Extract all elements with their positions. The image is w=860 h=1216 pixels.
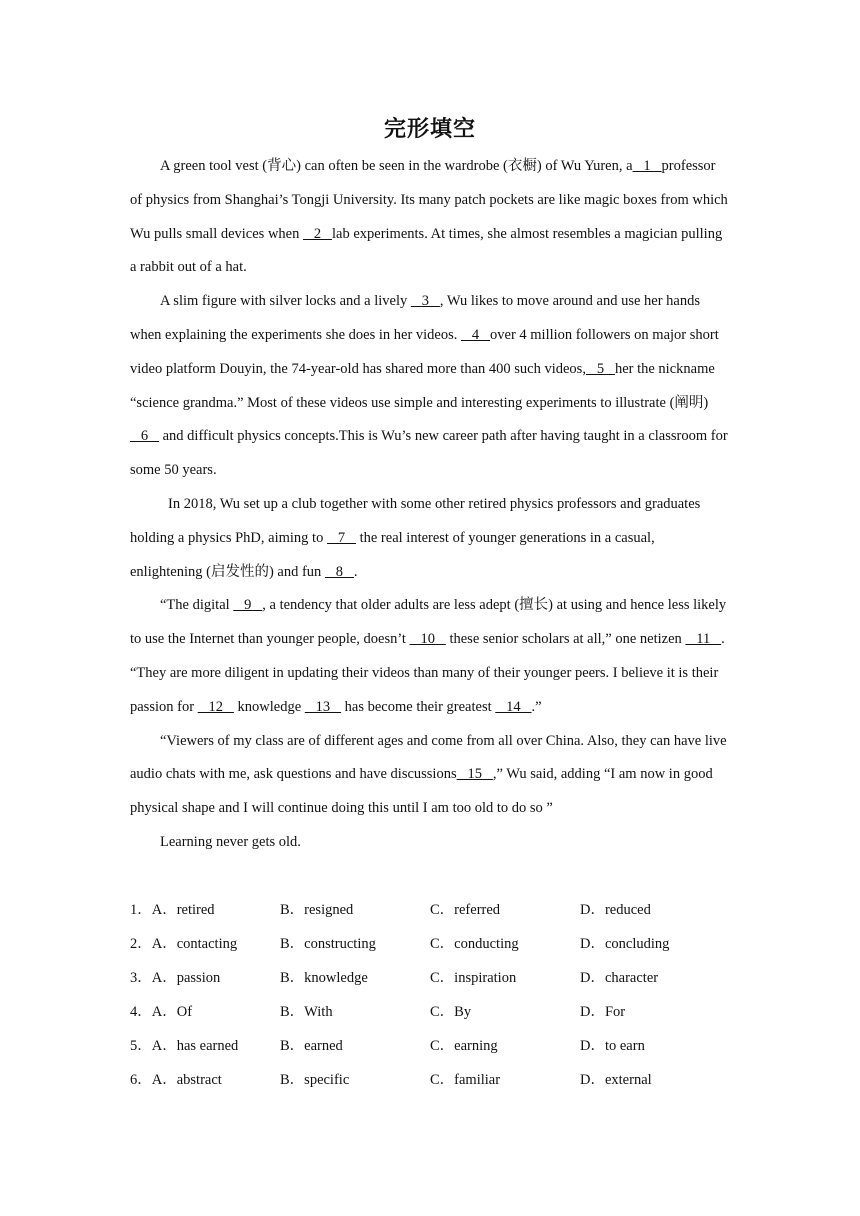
option-c: C．referred — [430, 902, 501, 918]
passage-text: ,” Wu said, adding “I am now in good physical shape and I will continue doing this until I am too old to do so ” — [130, 766, 713, 817]
question-options — [130, 893, 730, 1097]
passage-text: In 2018, Wu set up a club together with some other retired physics professors and graduates holding a physics PhD, aiming to — [130, 495, 701, 546]
option-a — [130, 1063, 222, 1097]
question-row — [130, 927, 730, 961]
question-row — [130, 961, 730, 995]
blank: 15 — [456, 766, 493, 783]
option-b: B．specific — [280, 1072, 350, 1088]
blank: 10 — [409, 631, 446, 648]
option-a — [130, 995, 192, 1029]
option-c: C．earning — [430, 1038, 498, 1054]
passage-paragraph — [130, 488, 730, 589]
option-d: D．For — [580, 1004, 626, 1020]
blank: 1 — [632, 158, 662, 174]
blank: 7 — [326, 529, 356, 546]
option-d: D．to earn — [580, 1038, 645, 1054]
passage-text: A slim figure with silver locks and a lively — [160, 293, 411, 310]
option-d: D．reduced — [580, 902, 651, 918]
blank: 11 — [685, 631, 722, 648]
passage-text: these senior scholars at all,” one netizen — [445, 631, 686, 648]
option-b: B．constructing — [280, 936, 376, 952]
page-title: 完形填空 — [383, 117, 476, 142]
blank: 12 — [197, 698, 234, 715]
option-a-text: A．abstract — [151, 1072, 222, 1088]
option-b: B．knowledge — [280, 970, 368, 986]
blank: 5 — [585, 360, 615, 377]
question-row — [130, 893, 730, 927]
passage-text: Learning never gets old. — [160, 833, 301, 850]
question-row — [130, 995, 730, 1029]
option-b: B．With — [280, 1004, 333, 1020]
blank: 6 — [130, 428, 159, 445]
option-a-text: A．contacting — [151, 936, 238, 952]
question-number: 4． — [130, 1004, 152, 1020]
blank: 9 — [233, 597, 263, 614]
passage-text: “Viewers of my class are of different ages and come from all over China. Also, they can have live audio chats with me, ask questions and have discussions — [130, 732, 727, 783]
option-b: B．earned — [280, 1038, 343, 1054]
question-row — [130, 1063, 730, 1097]
option-a-text: A．passion — [151, 970, 221, 986]
option-d: D．external — [580, 1072, 652, 1088]
question-number: 3． — [130, 970, 152, 986]
blank: 14 — [495, 698, 532, 715]
option-c: C．familiar — [430, 1072, 501, 1088]
question-number: 2． — [130, 936, 152, 952]
blank: 2 — [302, 225, 332, 242]
passage-paragraph — [130, 589, 730, 724]
option-c: C．inspiration — [430, 970, 517, 986]
passage-paragraph — [130, 150, 730, 285]
passage-paragraph — [130, 725, 730, 826]
passage-text: and difficult physics concepts.This is Wu’s new career path after having taught in a classroom for some 50 years. — [130, 428, 728, 479]
option-d: D．character — [580, 970, 659, 986]
blank: 13 — [304, 698, 342, 715]
option-a — [130, 893, 215, 927]
option-a-text: A．has earned — [151, 1038, 239, 1054]
passage-text: has become their greatest — [341, 698, 496, 715]
option-a-text: A．retired — [151, 902, 215, 918]
question-number: 6． — [130, 1072, 152, 1088]
question-number: 1． — [130, 902, 152, 918]
passage-text: “The digital — [160, 597, 234, 614]
passage-text: , a tendency that older adults are less adept (擅长) at using and hence less likely to use the Internet than younger people, doesn’t — [130, 597, 727, 648]
passage — [130, 150, 730, 860]
option-c: C．By — [430, 1004, 472, 1020]
passage-text: knowledge — [233, 698, 305, 715]
option-b: B．resigned — [280, 902, 354, 918]
blank: 8 — [324, 563, 354, 580]
option-a — [130, 927, 237, 961]
passage-text: .” — [531, 698, 542, 715]
passage-text: the real interest of younger generations in a casual, enlightening (启发性的) and fun — [130, 529, 655, 580]
blank: 3 — [410, 293, 440, 310]
passage-text: her the nickname “science grandma.” Most of these videos use simple and interesting experiments to illustrate (阐明) — [130, 360, 715, 411]
option-a — [130, 1029, 238, 1063]
option-d: D．concluding — [580, 936, 670, 952]
passage-text: over 4 million followers on major short video platform Douyin, the 74-year-old has shared more than 400 such videos, — [130, 326, 719, 377]
option-a-text: A．Of — [151, 1004, 193, 1020]
passage-text: , Wu likes to move around and use her hands when explaining the experiments she does in her videos. — [130, 293, 700, 343]
passage-text: lab experiments. At times, she almost resembles a magician pulling a rabbit out of a hat. — [130, 225, 723, 276]
passage-paragraph — [130, 285, 730, 488]
passage-text: . “They are more diligent in updating their videos than many of their younger peers. I believe it is their passion for — [130, 631, 725, 715]
passage-paragraph — [130, 826, 730, 860]
blank: 4 — [461, 326, 491, 343]
passage-text: . — [353, 563, 358, 580]
question-number: 5． — [130, 1038, 152, 1054]
passage-text: A green tool vest (背心) can often be seen in the wardrobe (衣橱) of Wu Yuren, a — [160, 158, 633, 174]
option-c: C．conducting — [430, 936, 519, 952]
question-row — [130, 1029, 730, 1063]
option-a — [130, 961, 220, 995]
passage-text: professor of physics from Shanghai’s Tongji University. Its many patch pockets are like magic boxes from which Wu pulls small devices when — [130, 158, 728, 242]
